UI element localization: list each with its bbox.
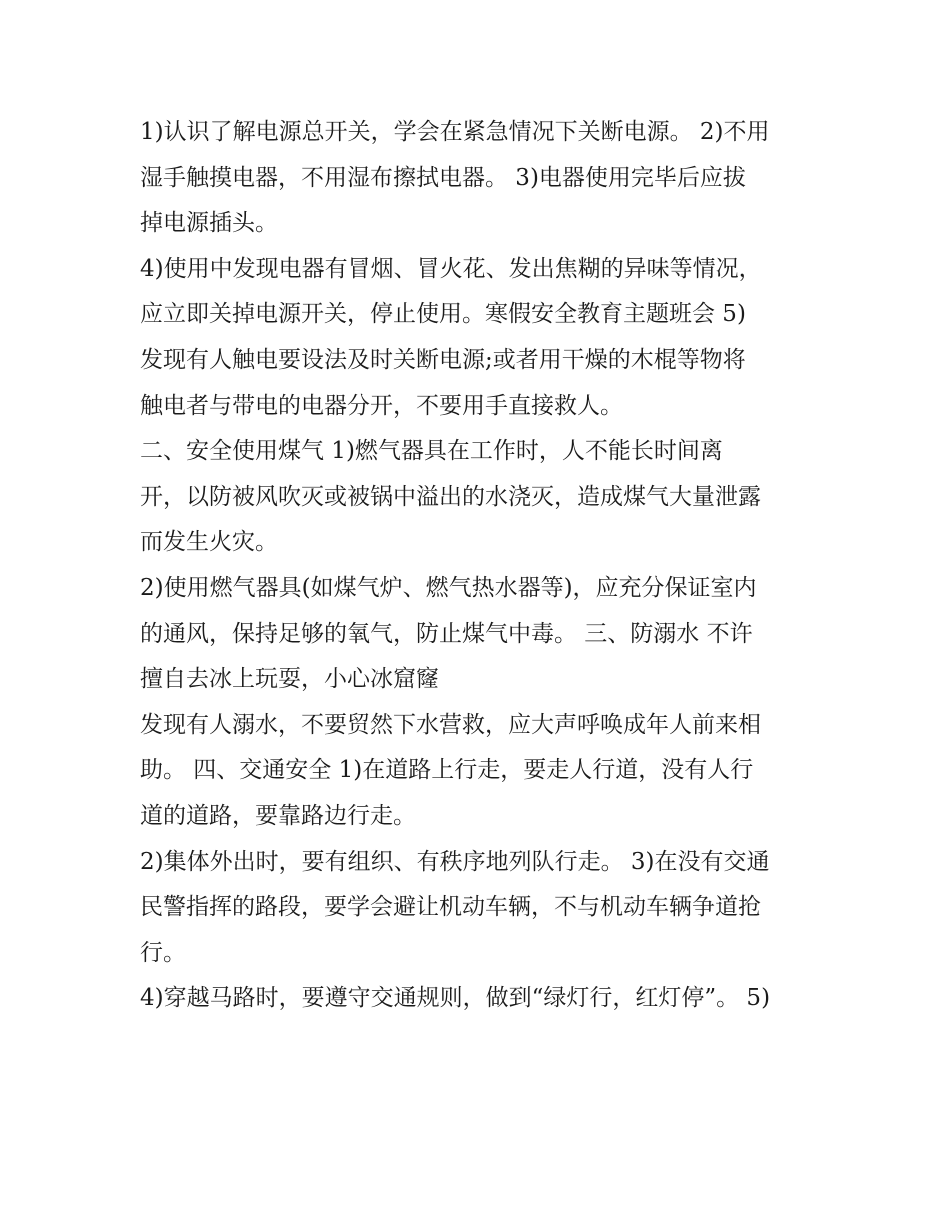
- text-line: 助。 四、交通安全 1)在道路上行走，要走人行道，没有人行: [140, 757, 754, 784]
- text-line: 4)使用中发现电器有冒烟、冒火花、发出焦糊的异味等情况，: [140, 255, 762, 282]
- text-line: 掉电源插头。: [140, 210, 278, 237]
- text-line: 的通风，保持足够的氧气，防止煤气中毒。 三、防溺水 不许: [140, 620, 753, 647]
- text-line: 民警指挥的路段，要学会避让机动车辆，不与机动车辆争道抢: [140, 894, 761, 921]
- text-line: 道的道路，要靠路边行走。: [140, 802, 416, 829]
- text-line: 开，以防被风吹灭或被锅中溢出的水浇灭，造成煤气大量泄露: [140, 483, 761, 510]
- text-line: 2)使用燃气器具(如煤气炉、燃气热水器等)，应充分保证室内: [140, 574, 757, 601]
- text-line: 发现有人触电要设法及时关断电源;或者用干燥的木棍等物将: [140, 346, 746, 373]
- body-text: [140, 110, 820, 1022]
- text-line: 而发生火灾。: [140, 529, 278, 556]
- text-line: 湿手触摸电器，不用湿布擦拭电器。 3)电器使用完毕后应拔: [140, 164, 746, 191]
- text-line: 应立即关掉电源开关，停止使用。寒假安全教育主题班会 5): [140, 301, 746, 328]
- text-line: 触电者与带电的电器分开，不要用手直接救人。: [140, 392, 623, 419]
- text-line: 二、安全使用煤气 1)燃气器具在工作时，人不能长时间离: [140, 438, 723, 465]
- text-line: 擅自去冰上玩耍，小心冰窟窿: [140, 666, 439, 693]
- text-line: 发现有人溺水，不要贸然下水营救，应大声呼唤成年人前来相: [140, 711, 761, 738]
- text-line: 1)认识了解电源总开关，学会在紧急情况下关断电源。 2)不用: [140, 119, 770, 145]
- text-line: 4)穿越马路时，要遵守交通规则，做到“绿灯行，红灯停”。 5): [140, 985, 771, 1012]
- text-line: 2)集体外出时，要有组织、有秩序地列队行走。 3)在没有交通: [140, 848, 770, 875]
- text-line: 行。: [140, 939, 186, 966]
